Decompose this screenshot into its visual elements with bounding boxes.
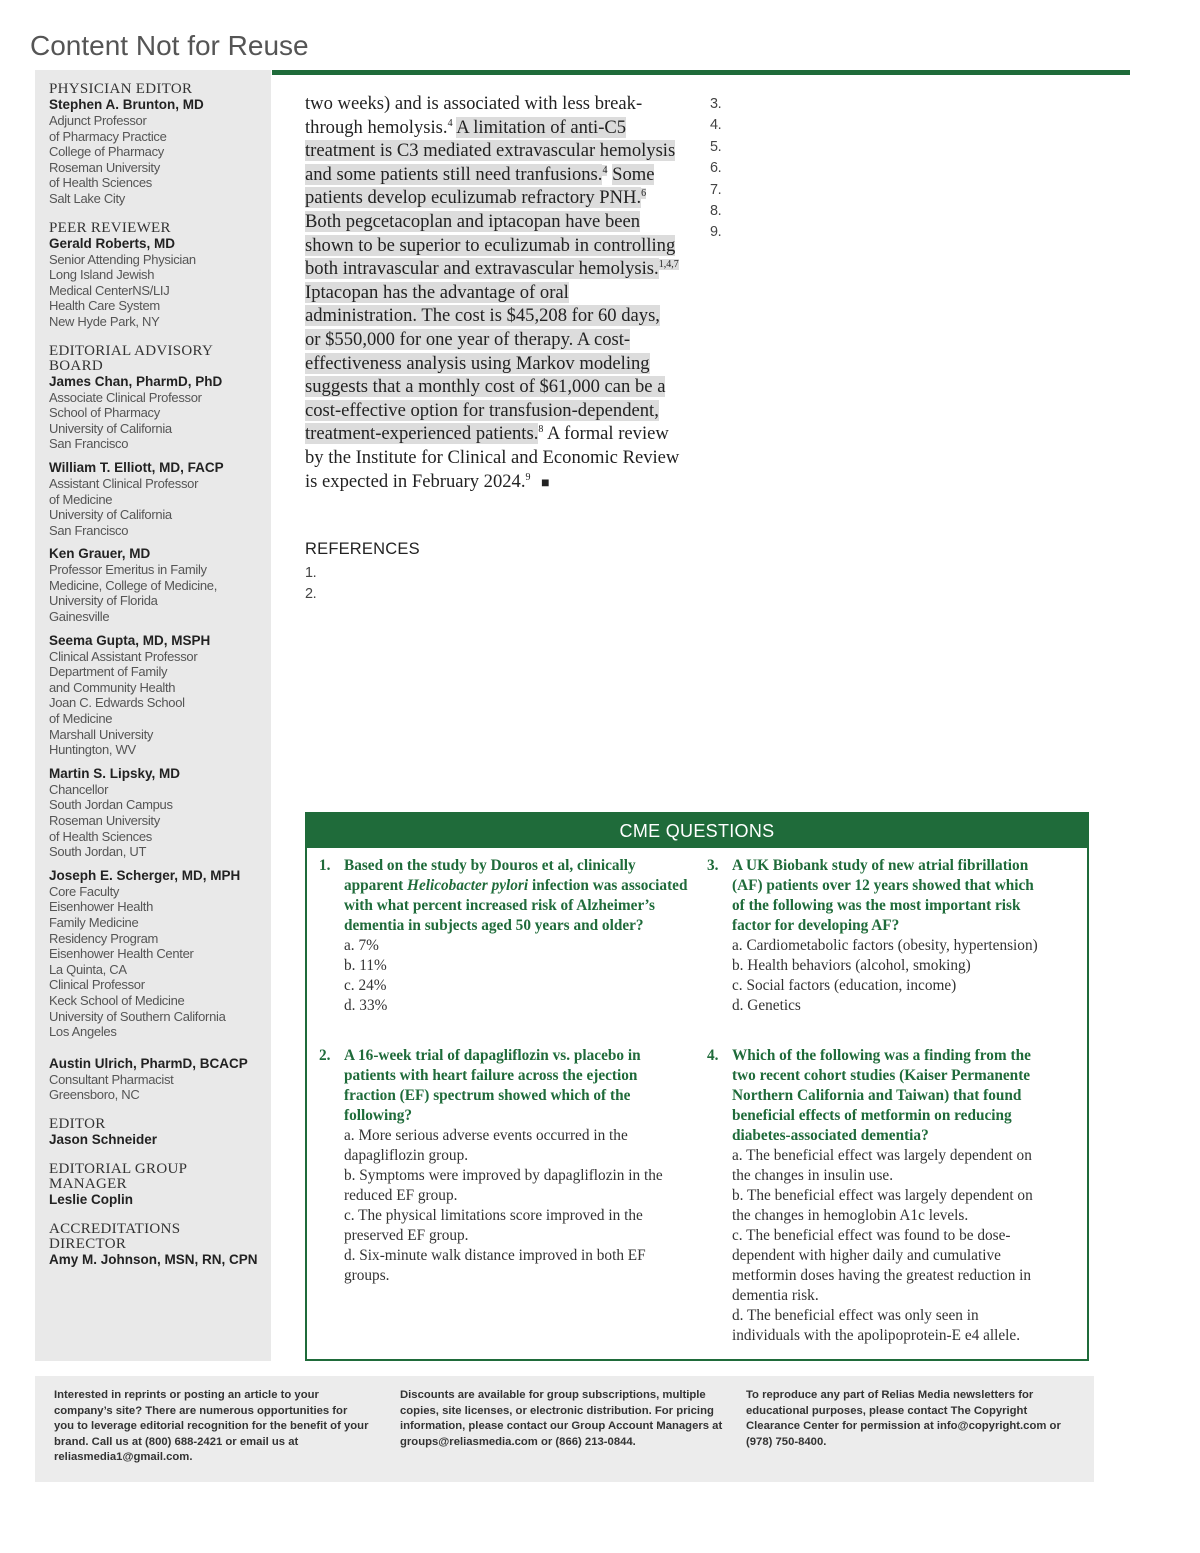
section-heading: EDITOR bbox=[49, 1115, 106, 1132]
detail-line: Long Island Jewish bbox=[49, 267, 155, 283]
answer-option: d. 33% bbox=[344, 997, 388, 1014]
question-text bbox=[707, 1046, 1047, 1146]
detail-line: Marshall University bbox=[49, 726, 154, 742]
citation: 9 bbox=[525, 471, 531, 483]
references-left bbox=[305, 563, 683, 606]
question-text bbox=[319, 1046, 689, 1126]
citation: 8 bbox=[538, 424, 544, 436]
section-heading: EDITORIAL GROUP bbox=[49, 1160, 188, 1177]
advisory-member bbox=[49, 460, 271, 538]
person-name: Gerald Roberts, MD bbox=[49, 235, 176, 251]
detail-line: University of California bbox=[49, 420, 172, 436]
detail-line: Greensboro, NC bbox=[49, 1087, 140, 1103]
question-stem: A 16-week trial of dapagliflozin vs. placebo in patients with heart failure across the ejection fraction (EF) spectrum showed which of the following? bbox=[344, 1047, 641, 1124]
reference-item bbox=[710, 158, 1090, 179]
detail-line: University of California bbox=[49, 507, 172, 523]
reference-number: 7. bbox=[710, 181, 722, 198]
watermark: Content Not for Reuse bbox=[30, 30, 309, 61]
person-name: Amy M. Johnson, MSN, RN, CPN bbox=[49, 1251, 258, 1267]
end-mark: ■ bbox=[541, 475, 550, 491]
question-body bbox=[732, 1046, 1047, 1146]
answer-option: c. Social factors (education, income) bbox=[732, 977, 957, 994]
answer-option: b. Symptoms were improved by dapagliflozin in the reduced EF group. bbox=[344, 1167, 663, 1204]
section-heading: DIRECTOR bbox=[49, 1235, 127, 1252]
masthead-sidebar bbox=[35, 70, 271, 1361]
reference-item bbox=[710, 222, 1090, 243]
highlighted-text: Both pegcetacoplan and iptacopan have been shown to be superior to eculizumab in controlling both intravascular and extravascular hemolysis. bbox=[305, 210, 676, 280]
detail-line: Eisenhower Health bbox=[49, 899, 154, 915]
detail-line: Adjunct Professor bbox=[49, 113, 147, 128]
person-name: Seema Gupta, MD, MSPH bbox=[49, 632, 211, 648]
citation: 6 bbox=[641, 188, 647, 200]
detail-line: Consultant Pharmacist bbox=[49, 1071, 174, 1087]
physician-editor-section bbox=[49, 82, 271, 207]
detail-line: Joan C. Edwards School bbox=[49, 695, 185, 711]
detail-line: Medicine, College of Medicine, bbox=[49, 577, 218, 593]
highlighted-text: Iptacopan has the advantage of oral administration. The cost is $45,208 for 60 days, or $550,000 for one year of therapy. A cost-effectiveness analysis using Markov modeling suggests that a monthly cost of $61,000 can be a cost-effective option for transfusion-dependent, treatment-experienced patients. bbox=[305, 281, 666, 445]
question-stem-end: infection was associated with what percent increased risk of Alzheimer’s dementia in subjects aged 50 years and older? bbox=[344, 877, 688, 934]
footer-discounts: Discounts are available for group subscriptions, multiple copies, site licenses, or electronic distribution. For pricing information, please contact our Group Account Managers at groups@reliasmedia.com or (866) 213-0844. bbox=[400, 1389, 723, 1448]
answer-option: a. Cardiometabolic factors (obesity, hypertension) bbox=[732, 937, 1038, 954]
answer-option: d. Genetics bbox=[732, 997, 801, 1014]
person-name: William T. Elliott, MD, FACP bbox=[49, 459, 224, 475]
person-name: James Chan, PharmD, PhD bbox=[49, 373, 223, 389]
detail-line: Core Faculty bbox=[49, 883, 120, 899]
detail-line: Eisenhower Health Center bbox=[49, 946, 194, 962]
detail-line: Clinical Assistant Professor bbox=[49, 648, 198, 664]
detail-line: Clinical Professor bbox=[49, 977, 145, 993]
detail-line: of Medicine bbox=[49, 711, 113, 727]
cme-questions-box bbox=[305, 812, 1089, 1361]
question-stem: Based on the study by Douros et al, clinically apparent bbox=[344, 857, 636, 894]
peer-reviewer-section bbox=[49, 221, 271, 330]
reference-number: 9. bbox=[710, 224, 722, 241]
footer-reprints: Interested in reprints or posting an article to your company’s site? There are numerous opportunities for you to leverage editorial recognition for the benefit of your brand. Call us at (800) 688-2421 or email us at reliasmedia1@gmail.com. bbox=[54, 1389, 369, 1463]
advisory-member bbox=[49, 546, 271, 624]
reference-item bbox=[710, 180, 1090, 201]
reference-number: 1. bbox=[305, 565, 317, 581]
highlighted-text: A limitation of anti-C5 treatment is C3 mediated extravascular hemolysis and some patients still need tranfusions. bbox=[305, 116, 676, 185]
detail-line: La Quinta, CA bbox=[49, 961, 127, 977]
reference-number: 4. bbox=[710, 117, 722, 134]
detail-line: Salt Lake City bbox=[49, 190, 126, 206]
detail-line: Department of Family bbox=[49, 664, 168, 680]
reference-item bbox=[710, 137, 1090, 158]
citation: 4 bbox=[447, 117, 453, 129]
editor-section bbox=[49, 1117, 271, 1148]
section-heading: BOARD bbox=[49, 357, 104, 374]
answer-option: d. Six-minute walk distance improved in both EF groups. bbox=[344, 1247, 646, 1284]
person-name: Jason Schneider bbox=[49, 1131, 158, 1147]
detail-line: Senior Attending Physician bbox=[49, 251, 196, 267]
detail-line: Family Medicine bbox=[49, 914, 139, 930]
detail-line: Medical CenterNS/LIJ bbox=[49, 282, 170, 298]
citation: 4 bbox=[602, 164, 608, 176]
answer-option: c. The beneficial effect was found to be dose-dependent with higher daily and cumulative metformin doses having the greatest reduction in dementia risk. bbox=[732, 1227, 1032, 1304]
question-italic: Helicobacter pylori bbox=[407, 877, 529, 894]
reference-item bbox=[710, 201, 1090, 222]
reference-item bbox=[710, 115, 1090, 136]
cme-question bbox=[319, 1046, 689, 1286]
answer-option: b. 11% bbox=[344, 957, 387, 974]
advisory-board-section bbox=[49, 344, 271, 1103]
question-body bbox=[344, 856, 689, 936]
group-manager-section bbox=[49, 1162, 271, 1208]
reference-number: 2. bbox=[305, 586, 317, 603]
detail-line: South Jordan, UT bbox=[49, 844, 147, 860]
accreditations-section bbox=[49, 1222, 271, 1268]
highlighted-text: Some patients develop eculizumab refractory PNH. bbox=[305, 163, 655, 209]
section-heading: ACCREDITATIONS bbox=[49, 1220, 181, 1237]
advisory-member bbox=[49, 1056, 271, 1103]
detail-line: University of Florida bbox=[49, 593, 158, 609]
detail-line: San Francisco bbox=[49, 522, 129, 538]
question-stem: A UK Biobank study of new atrial fibrillation (AF) patients over 12 years showed that which of the following was the most important risk factor for developing AF? bbox=[732, 857, 1034, 934]
answer-option: b. The beneficial effect was largely dependent on the changes in hemoglobin A1c levels. bbox=[732, 1187, 1033, 1224]
advisory-member bbox=[49, 374, 271, 452]
detail-line: and Community Health bbox=[49, 679, 176, 695]
question-body bbox=[344, 1046, 689, 1126]
section-heading: PHYSICIAN EDITOR bbox=[49, 81, 193, 97]
question-number: 2. bbox=[319, 1047, 331, 1064]
cme-question bbox=[319, 856, 689, 1016]
detail-line: Roseman University bbox=[49, 159, 160, 175]
person-name: Stephen A. Brunton, MD bbox=[49, 97, 204, 112]
reference-number: 6. bbox=[710, 160, 722, 177]
detail-line: San Francisco bbox=[49, 436, 129, 452]
detail-line: of Medicine bbox=[49, 491, 113, 507]
detail-line: Huntington, WV bbox=[49, 742, 136, 758]
citation: 1,4,7 bbox=[658, 258, 679, 270]
question-text bbox=[319, 856, 689, 936]
reference-number: 3. bbox=[710, 96, 722, 112]
cme-title: CME QUESTIONS bbox=[307, 814, 1087, 848]
cme-question bbox=[707, 856, 1047, 1016]
detail-line: Health Care System bbox=[49, 298, 160, 314]
footer-copyright: To reproduce any part of Relias Media newsletters for educational purposes, please contact The Copyright Clearance Center for permission at info@copyright.com or (978) 750-8400. bbox=[746, 1389, 1061, 1448]
footer bbox=[35, 1376, 1094, 1482]
person-details bbox=[49, 113, 271, 207]
question-number: 3. bbox=[707, 857, 719, 874]
question-body bbox=[732, 856, 1047, 936]
person-name: Austin Ulrich, PharmD, BCACP bbox=[49, 1055, 248, 1071]
person-name: Leslie Coplin bbox=[49, 1191, 134, 1207]
detail-line: Gainesville bbox=[49, 609, 110, 625]
detail-line: Los Angeles bbox=[49, 1024, 117, 1040]
answer-option: d. The beneficial effect was only seen in individuals with the apolipoprotein-E e4 allele. bbox=[732, 1307, 1021, 1344]
reference-number: 5. bbox=[710, 138, 722, 155]
advisory-member bbox=[49, 766, 271, 860]
detail-line: South Jordan Campus bbox=[49, 797, 173, 813]
detail-line: School of Pharmacy bbox=[49, 405, 160, 421]
advisory-member bbox=[49, 633, 271, 758]
detail-line: Chancellor bbox=[49, 781, 109, 797]
detail-line: of Health Sciences bbox=[49, 175, 152, 191]
body-text: A formal review by the Institute for Clinical and Economic Review is expected in February 2024. bbox=[305, 423, 680, 492]
question-number: 4. bbox=[707, 1047, 719, 1064]
detail-line: Associate Clinical Professor bbox=[49, 389, 202, 405]
article-body bbox=[305, 92, 680, 495]
detail-line: University of Southern California bbox=[49, 1008, 226, 1024]
section-heading: PEER REVIEWER bbox=[49, 219, 171, 236]
detail-line: Professor Emeritus in Family bbox=[49, 562, 207, 578]
answer-option: b. Health behaviors (alcohol, smoking) bbox=[732, 957, 971, 974]
detail-line: of Health Sciences bbox=[49, 828, 152, 844]
references-right bbox=[710, 94, 1090, 244]
section-heading: EDITORIAL ADVISORY bbox=[49, 342, 214, 359]
references-title: REFERENCES bbox=[305, 540, 420, 558]
reference-number: 8. bbox=[710, 203, 722, 220]
section-heading: MANAGER bbox=[49, 1175, 127, 1192]
question-number: 1. bbox=[319, 857, 331, 874]
advisory-list bbox=[49, 374, 271, 1103]
detail-line: New Hyde Park, NY bbox=[49, 313, 160, 329]
detail-line: College of Pharmacy bbox=[49, 144, 164, 160]
detail-line: Assistant Clinical Professor bbox=[49, 475, 199, 491]
reference-item bbox=[305, 584, 683, 605]
reference-item bbox=[305, 563, 683, 584]
answer-option: c. The physical limitations score improved in the preserved EF group. bbox=[344, 1207, 643, 1244]
detail-line: Keck School of Medicine bbox=[49, 992, 185, 1008]
person-name: Joseph E. Scherger, MD, MPH bbox=[49, 867, 241, 883]
question-stem: Which of the following was a finding from the two recent cohort studies (Kaiser Permanente Northern California and Taiwan) that found beneficial effects of metformin on reducing diabetes-associated dementia? bbox=[732, 1047, 1031, 1144]
detail-line: of Pharmacy Practice bbox=[49, 128, 167, 144]
answer-option: c. 24% bbox=[344, 977, 387, 994]
answer-option: a. 7% bbox=[344, 937, 379, 954]
advisory-member bbox=[49, 868, 271, 1040]
detail-line: Roseman University bbox=[49, 813, 160, 828]
body-text: two weeks) and is associated with less break-through hemolysis. bbox=[305, 93, 643, 138]
person-name: Ken Grauer, MD bbox=[49, 546, 151, 562]
reference-item bbox=[710, 94, 1090, 115]
answer-option: a. More serious adverse events occurred in the dapagliflozin group. bbox=[344, 1127, 628, 1164]
answer-option: a. The beneficial effect was largely dependent on the changes in insulin use. bbox=[732, 1147, 1032, 1184]
cme-question bbox=[707, 1046, 1047, 1346]
detail-line: Residency Program bbox=[49, 930, 159, 946]
top-rule bbox=[272, 70, 1130, 75]
question-text bbox=[707, 856, 1047, 936]
person-name: Martin S. Lipsky, MD bbox=[49, 765, 181, 781]
